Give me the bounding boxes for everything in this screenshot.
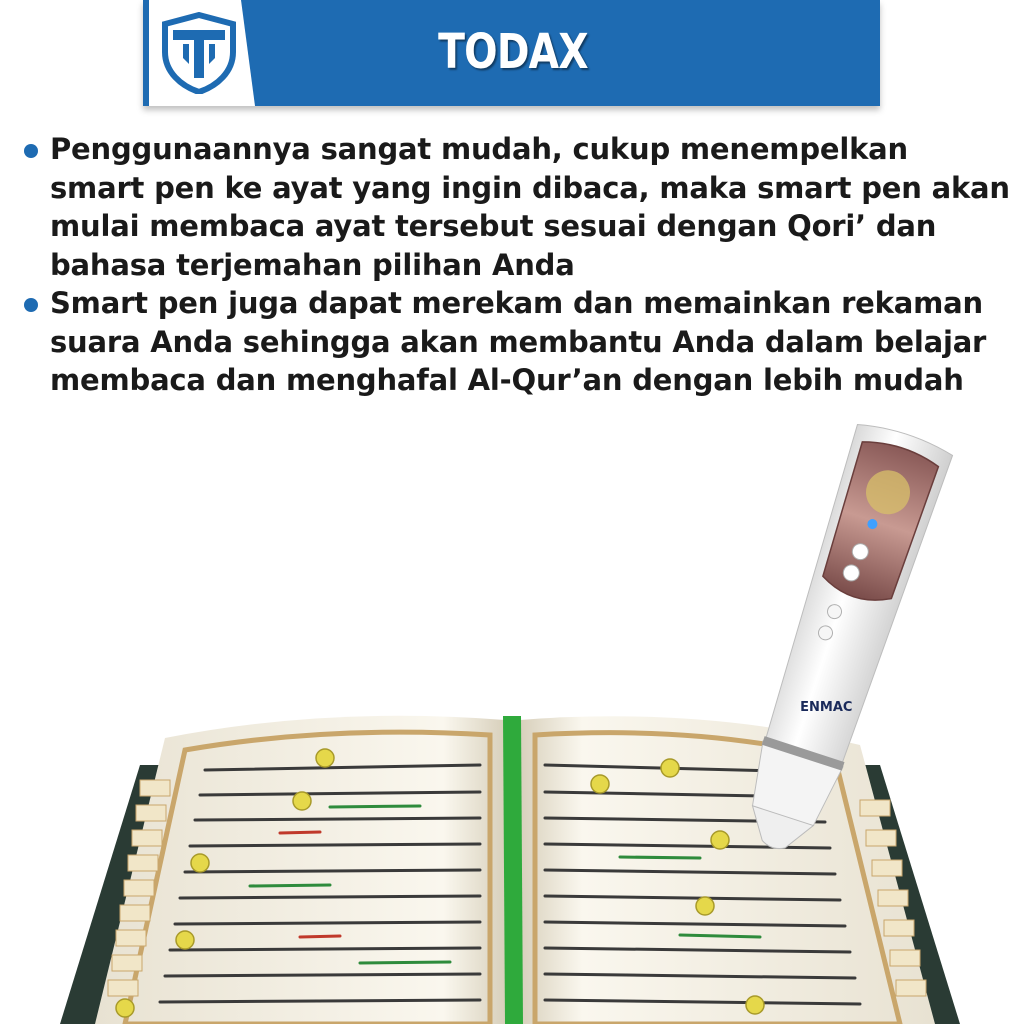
logo-panel	[143, 0, 255, 106]
pen-brand-label: ENMAC	[800, 699, 853, 715]
feature-text: Smart pen juga dapat merekam dan memainkan rekaman suara Anda sehingga akan membantu Anda dalam belajar membaca dan menghafal Al-Qur’an dengan lebih mudah	[50, 286, 987, 397]
shield-t-logo-icon	[159, 12, 239, 94]
bullet-dot-icon	[24, 144, 38, 158]
header-banner	[143, 0, 880, 106]
feature-text: Penggunaannya sangat mudah, cukup menempelkan smart pen ke ayat yang ingin dibaca, maka smart pen akan mulai membaca ayat tersebut sesuai dengan Qori’ dan bahasa terjemahan pilihan Anda	[50, 132, 1010, 282]
product-illustration	[0, 420, 1024, 1024]
feature-list	[22, 130, 1012, 400]
feature-item	[22, 130, 1012, 284]
brand-title: TODAX	[438, 24, 588, 80]
bullet-dot-icon	[24, 298, 38, 312]
quran-and-pen-image	[0, 420, 1024, 1024]
bookmark-ribbon	[503, 716, 523, 1024]
feature-item	[22, 284, 1012, 400]
